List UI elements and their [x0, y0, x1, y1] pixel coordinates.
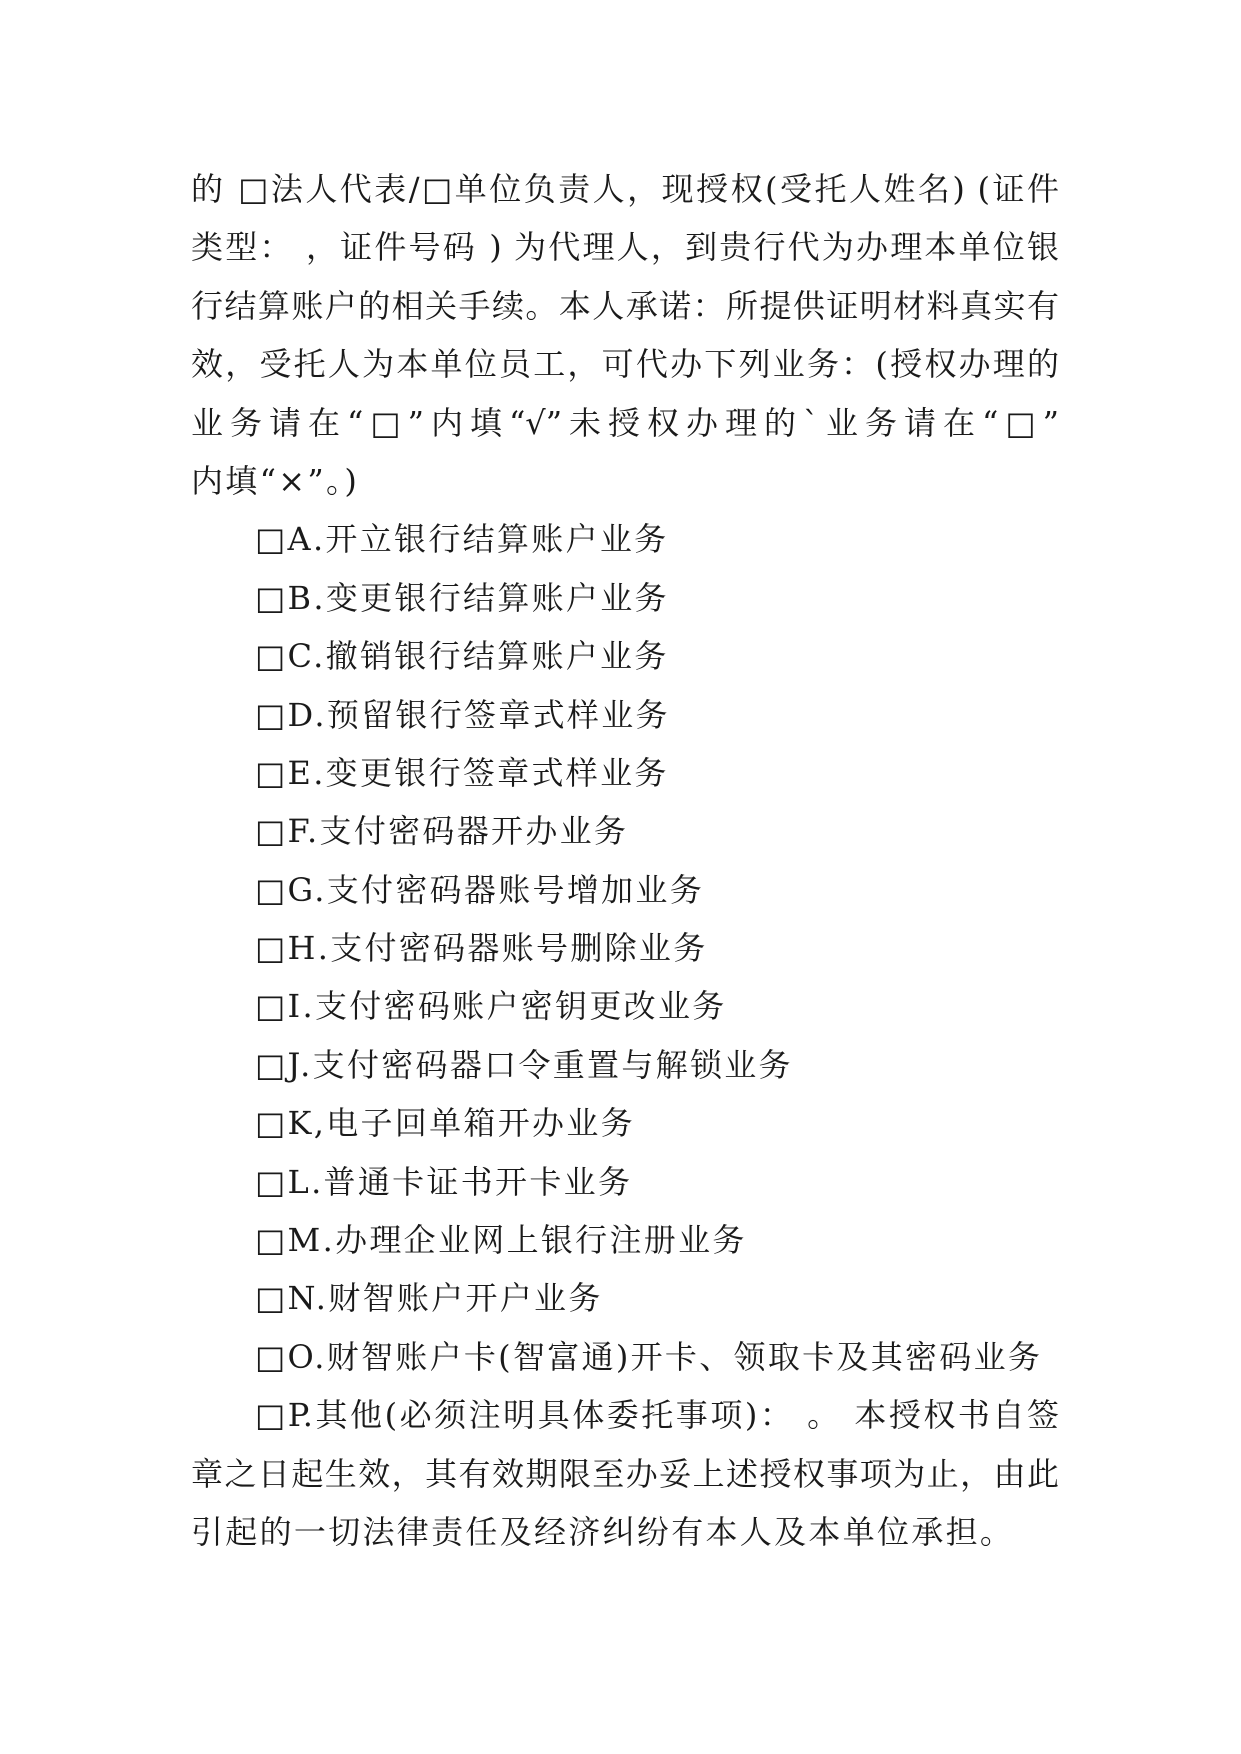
- closing-paragraph: [191, 1386, 1059, 1561]
- business-item-o: □O.财智账户卡(智富通)开卡、领取卡及其密码业务: [255, 1337, 1043, 1376]
- business-item-c: □C.撤销银行结算账户业务: [255, 637, 669, 676]
- business-item-m: □M.办理企业网上银行注册业务: [255, 1221, 747, 1260]
- business-item-h: □H.支付密码器账号删除业务: [255, 929, 708, 968]
- business-item-b: □B.变更银行结算账户业务: [255, 578, 669, 617]
- intro-line: 内填“×”。): [191, 461, 360, 500]
- business-item-list: [191, 510, 1059, 1386]
- business-item-a: □A.开立银行结算账户业务: [255, 520, 669, 559]
- intro-line: 效，受托人为本单位员工，可代办下列业务：(授权办理的: [191, 345, 1059, 384]
- intro-line: 类型： ，证件号码 ) 为代理人，到贵行代为办理本单位银: [191, 228, 1059, 267]
- business-item-f: □F.支付密码器开办业务: [255, 812, 629, 851]
- authorization-letter-body: [191, 160, 1059, 1561]
- business-item-j: □J.支付密码器口令重置与解锁业务: [255, 1045, 793, 1084]
- business-item-n: □N.财智账户开户业务: [255, 1279, 603, 1318]
- intro-line: 的 □法人代表/□单位负责人，现授权(受托人姓名) (证件: [191, 170, 1059, 208]
- closing-line: □P.其他(必须注明具体委托事项)： 。 本授权书自签: [255, 1396, 1059, 1435]
- business-item-g: □G.支付密码器账号增加业务: [255, 870, 705, 909]
- business-item-i: □I.支付密码账户密钥更改业务: [255, 987, 727, 1026]
- intro-paragraph: [191, 160, 1059, 510]
- intro-line: 行结算账户的相关手续。本人承诺：所提供证明材料真实有: [191, 286, 1059, 325]
- business-item-l: □L.普通卡证书开卡业务: [255, 1162, 633, 1201]
- business-item-k: □K,电子回单箱开办业务: [255, 1104, 635, 1143]
- closing-line: 章之日起生效，其有效期限至办妥上述授权事项为止，由此: [191, 1454, 1059, 1493]
- closing-line: 引起的一切法律责任及经济纠纷有本人及本单位承担。: [191, 1512, 1015, 1551]
- business-item-d: □D.预留银行签章式样业务: [255, 695, 670, 734]
- business-item-e: □E.变更银行签章式样业务: [255, 753, 669, 792]
- intro-line: 业务请在“□”内填“√”未授权办理的`业务请在“□”: [191, 403, 1059, 442]
